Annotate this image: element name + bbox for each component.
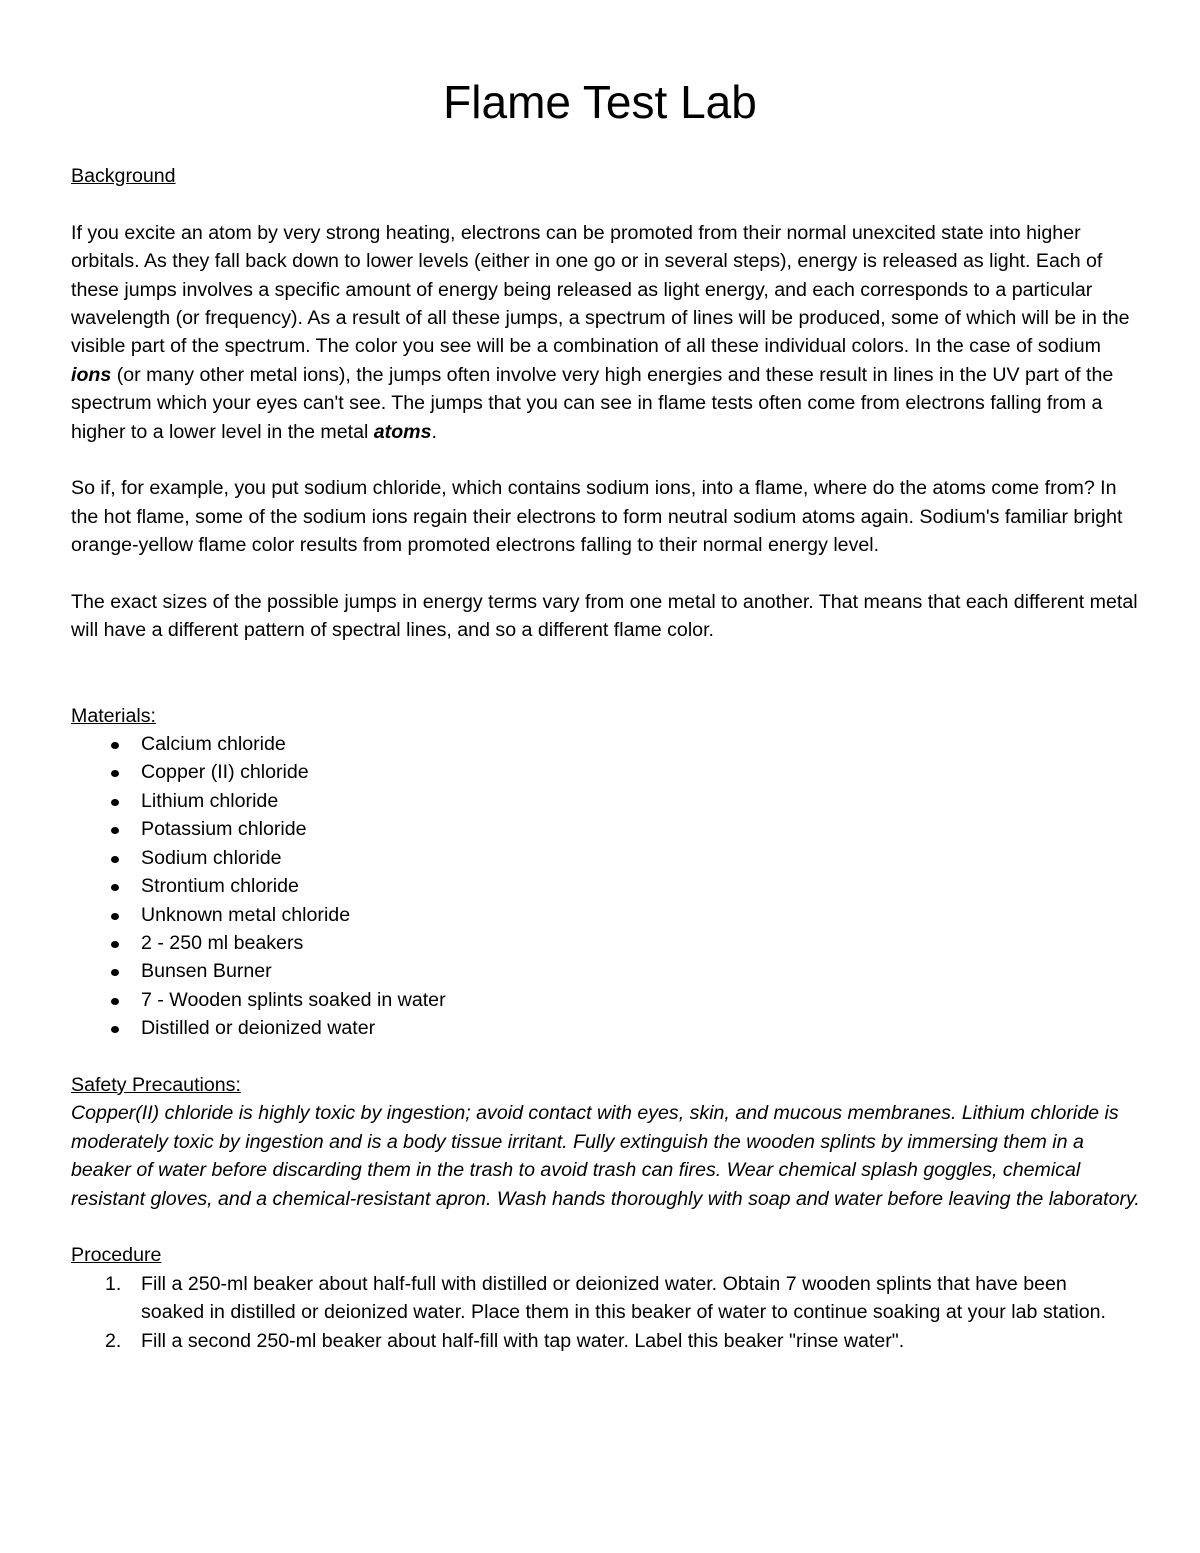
step-text: Fill a second 250-ml beaker about half-fill with tap water. Label this beaker "rinse water". bbox=[141, 1329, 905, 1352]
material-label: 7 - Wooden splints soaked in water bbox=[141, 988, 446, 1011]
procedure-section bbox=[71, 1241, 1141, 1355]
bullet-icon bbox=[111, 1026, 119, 1033]
bullet-icon bbox=[111, 856, 119, 863]
bullet-icon bbox=[111, 799, 119, 806]
background-paragraph-1-part-b: (or many other metal ions), the jumps often involve very high energies and these result in lines in the UV part of the spectrum which your eyes can't see. The jumps that you can see in flame tests often come from electrons falling from a higher to a lower level in the metal bbox=[71, 363, 1114, 443]
list-item bbox=[71, 1014, 1141, 1042]
bullet-icon bbox=[111, 827, 119, 834]
list-item bbox=[71, 872, 1141, 900]
bullet-icon bbox=[111, 941, 119, 948]
step-number: 2. bbox=[105, 1329, 122, 1352]
spacer bbox=[71, 446, 1141, 474]
material-label: Potassium chloride bbox=[141, 818, 307, 841]
bullet-icon bbox=[111, 884, 119, 891]
spacer bbox=[71, 1213, 1141, 1241]
material-label: Unknown metal chloride bbox=[141, 903, 351, 926]
list-item bbox=[71, 901, 1141, 929]
page-title: Flame Test Lab bbox=[443, 76, 757, 128]
list-item bbox=[71, 957, 1141, 985]
emphasis-ions: ions bbox=[71, 363, 112, 386]
materials-heading: Materials: bbox=[71, 704, 156, 727]
material-label: Strontium chloride bbox=[141, 875, 299, 898]
list-item bbox=[71, 730, 1141, 758]
list-item bbox=[71, 787, 1141, 815]
background-paragraph-3: The exact sizes of the possible jumps in energy terms vary from one metal to another. That means that each different metal will have a different pattern of spectral lines, and so a different flame color. bbox=[71, 591, 1138, 642]
procedure-heading: Procedure bbox=[71, 1244, 162, 1267]
background-paragraph-2: So if, for example, you put sodium chloride, which contains sodium ions, into a flame, where do the atoms come from? In the hot flame, some of the sodium ions regain their electrons to form neutral sodium atoms again. Sodium's familiar bright orange-yellow flame color results from promoted electrons falling to their normal energy level. bbox=[71, 477, 1123, 557]
procedure-list bbox=[71, 1270, 1141, 1355]
bullet-icon bbox=[111, 969, 119, 976]
material-label: Calcium chloride bbox=[141, 733, 286, 756]
procedure-step bbox=[71, 1270, 1141, 1327]
material-label: Lithium chloride bbox=[141, 789, 279, 812]
spacer bbox=[71, 645, 1141, 702]
safety-text: Copper(II) chloride is highly toxic by ingestion; avoid contact with eyes, skin, and mucous membranes. Lithium chloride is moderately toxic by ingestion and is a body tissue irritant. Fully extinguish the wooden splints by immersing them in a beaker of water before discarding them in the trash to avoid trash can fires. Wear chemical splash goggles, chemical resistant gloves, and a chemical-resistant apron. Wash hands thoroughly with soap and water before leaving the laboratory. bbox=[71, 1102, 1140, 1210]
material-label: 2 - 250 ml beakers bbox=[141, 931, 304, 954]
list-item bbox=[71, 815, 1141, 843]
materials-list bbox=[71, 730, 1141, 1042]
material-label: Copper (II) chloride bbox=[141, 761, 309, 784]
list-item bbox=[71, 986, 1141, 1014]
step-text: Fill a 250-ml beaker about half-full with distilled or deionized water. Obtain 7 wooden splints that have been soaked in distilled or deionized water. Place them in this beaker of water to continue soaking at your lab station. bbox=[141, 1272, 1107, 1324]
material-label: Bunsen Burner bbox=[141, 960, 272, 983]
bullet-icon bbox=[111, 770, 119, 777]
material-label: Distilled or deionized water bbox=[141, 1017, 376, 1040]
bullet-icon bbox=[111, 913, 119, 920]
step-number: 1. bbox=[105, 1272, 122, 1295]
spacer bbox=[71, 1043, 1141, 1071]
background-paragraph-1 bbox=[71, 219, 1141, 446]
list-item bbox=[71, 844, 1141, 872]
document-body bbox=[71, 162, 1141, 1355]
background-heading: Background bbox=[71, 165, 176, 187]
material-label: Sodium chloride bbox=[141, 846, 282, 869]
bullet-icon bbox=[111, 742, 119, 749]
safety-section bbox=[71, 1071, 1141, 1213]
background-section bbox=[71, 162, 1141, 645]
emphasis-atoms: atoms bbox=[373, 420, 432, 443]
materials-section bbox=[71, 702, 1141, 1043]
bullet-icon bbox=[111, 998, 119, 1005]
background-paragraph-1-part-c: . bbox=[431, 420, 437, 443]
spacer bbox=[71, 190, 1141, 218]
safety-heading: Safety Precautions: bbox=[71, 1073, 241, 1096]
procedure-step bbox=[71, 1327, 1141, 1355]
list-item bbox=[71, 758, 1141, 786]
spacer bbox=[71, 560, 1141, 588]
list-item bbox=[71, 929, 1141, 957]
background-paragraph-1-part-a: If you excite an atom by very strong heating, electrons can be promoted from their normal unexcited state into higher orbitals. As they fall back down to lower levels (either in one go or in several steps), energy is released as light. Each of these jumps involves a specific amount of energy being released as light energy, and each corresponds to a particular wavelength (or frequency). As a result of all these jumps, a spectrum of lines will be produced, some of which will be in the visible part of the spectrum. The color you see will be a combination of all these individual colors. In the case of sodium bbox=[71, 221, 1130, 358]
